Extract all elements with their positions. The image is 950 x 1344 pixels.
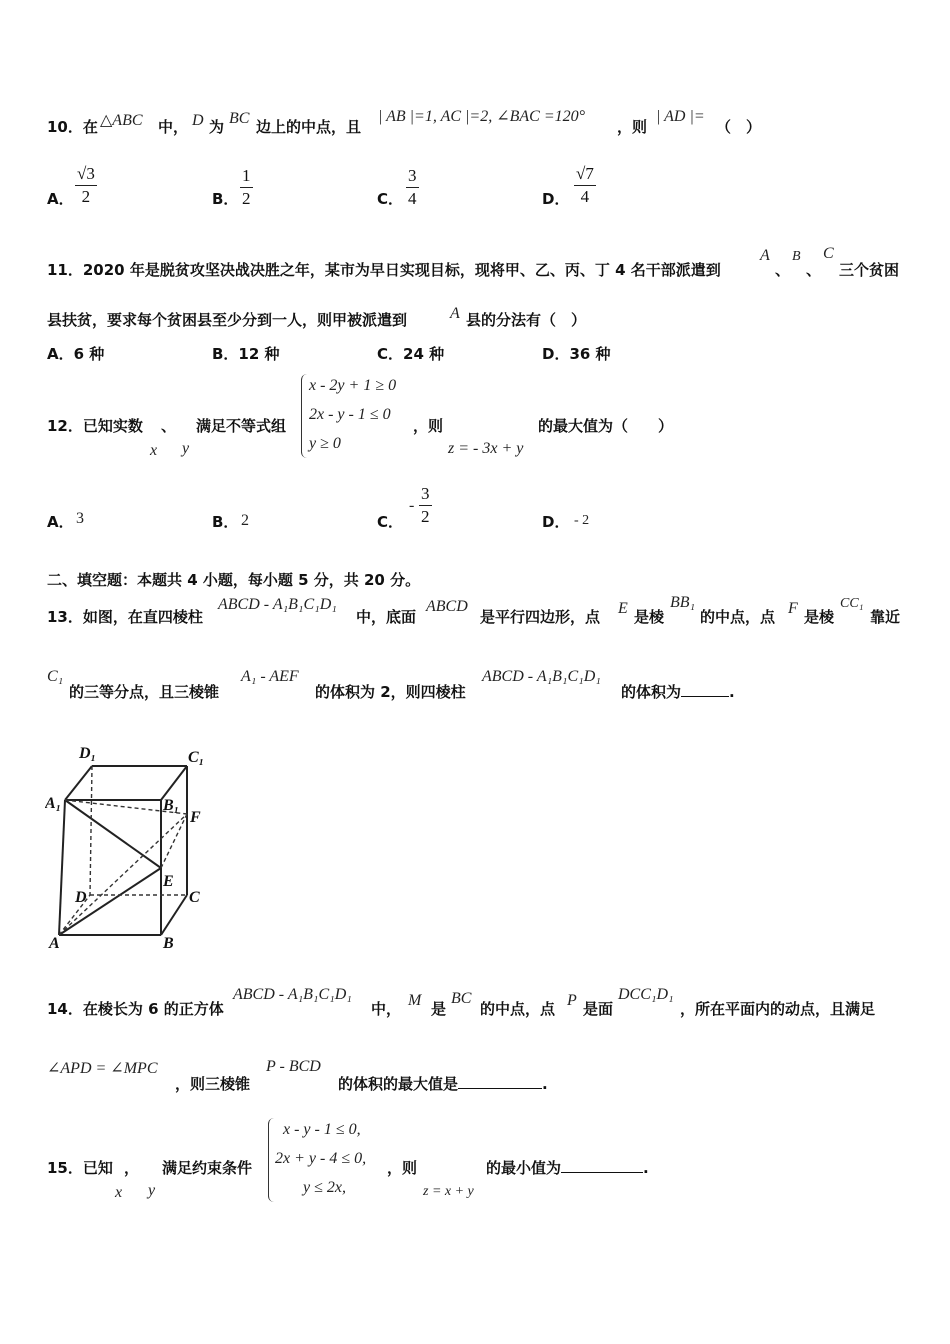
q12-option-c-value: 3 2 [421, 484, 430, 526]
q13-text-j: 的体积为 . [621, 683, 735, 701]
q11-tail: 三个贫困 [839, 261, 900, 279]
hidden-edge-ef [161, 814, 187, 868]
q11-option-a: A．6 种 [47, 345, 105, 363]
q14-face: DCC₁D₁ [618, 986, 674, 1003]
q10-option-b-label: B． [212, 190, 239, 208]
q11-option-b: B．12 种 [212, 345, 280, 363]
q12-ineq-1: x - 2y + 1 ≥ 0 [309, 377, 397, 394]
edge-bc [161, 895, 187, 935]
q14-angle-condition: ∠APD = ∠MPC [47, 1060, 158, 1077]
q12-objective: z = - 3x + y [448, 440, 524, 457]
q12-ineq-2: 2x - y - 1 ≤ 0 [309, 406, 391, 423]
label-e: E [163, 873, 174, 890]
q13-text-f: 是棱 [804, 608, 835, 626]
q11-sep1: 、 [775, 261, 791, 279]
q12-option-a-label: A． [47, 513, 74, 531]
edge-a1e [65, 800, 161, 868]
q15-text-b: 满足约束条件 [162, 1159, 253, 1177]
q13-edge-bb1: BB₁ [670, 594, 696, 611]
q15-comma: ， [124, 1159, 140, 1177]
q11-line1: 11．2020 年是脱贫攻坚决战决胜之年，某市为早日实现目标，现将甲、乙、丙、丁 4 名干部派遣到 [47, 261, 721, 279]
q10-option-d-label: D． [542, 190, 570, 208]
label-d1: D₁ [79, 745, 97, 762]
q14-text-g: ，则三棱锥 [175, 1075, 251, 1093]
q12-ineq-3: y ≥ 0 [309, 435, 341, 452]
q15-brace [268, 1118, 275, 1202]
label-c: C [189, 889, 200, 906]
q11-option-c: C．24 种 [377, 345, 445, 363]
q10-option-a-value: √3 2 [77, 164, 95, 206]
q15-answer-blank[interactable] [561, 1172, 643, 1173]
q14-answer-blank[interactable] [458, 1088, 542, 1089]
label-b: B [163, 935, 174, 952]
q10-ad: | AD |= [656, 108, 705, 125]
q14-cube: ABCD - A₁B₁C₁D₁ [233, 986, 352, 1003]
q10-condition: | AB |=1, AC |=2, ∠BAC =120° [378, 108, 586, 125]
q13-edge-cc1: CC₁ [840, 596, 864, 611]
q12-stem1: 12．已知实数 [47, 417, 143, 435]
q14-text-h: 的体积的最大值是 . [338, 1075, 548, 1093]
q13-answer-blank[interactable] [681, 696, 729, 697]
q14-point-m: M [408, 992, 422, 1009]
q13-text-c: 是平行四边形，点 [480, 608, 601, 626]
q10-segment-bc: BC [229, 110, 250, 127]
edge-b1c1 [161, 766, 187, 800]
q14-text-e: 是面 [583, 1000, 614, 1018]
q10-option-b-value: 1 2 [242, 166, 251, 208]
q13-prism: ABCD - A₁B₁C₁D₁ [218, 596, 337, 613]
q10-triangle: △ABC [100, 112, 143, 129]
q13-text-i: 的体积为 2，则四棱柱 [315, 683, 466, 701]
q15-text-c: 的最小值为 . [486, 1159, 649, 1177]
q13-text-g: 靠近 [870, 608, 901, 626]
q10-text4: ，则 [617, 118, 648, 136]
q11-county-b: B [792, 249, 801, 264]
label-b1: B₁ [163, 797, 180, 814]
q12-var-x: x [150, 442, 158, 459]
q12-then: ，则 [413, 417, 444, 435]
q13-prism2: ABCD - A₁B₁C₁D₁ [482, 668, 601, 685]
section2-heading: 二、填空题：本题共 4 小题，每小题 5 分，共 20 分。 [47, 571, 421, 589]
q14-text-f: ，所在平面内的动点，且满足 [680, 1000, 876, 1018]
q10-text3: 边上的中点，且 [256, 118, 362, 136]
q12-stem3: 的最大值为（ ） [538, 417, 674, 435]
q15-then: ，则 [387, 1159, 418, 1177]
q10-number: 10．在 [47, 118, 98, 136]
q10-option-c-value: 3 4 [408, 166, 417, 208]
q11-county-a: A [760, 247, 770, 264]
q12-option-d-value: - 2 [574, 513, 590, 528]
q10-option-d-value: √7 4 [576, 164, 594, 206]
q11-county-c: C [823, 245, 834, 262]
q15-objective: z = x + y [423, 1184, 474, 1199]
q13-text-a: 13．如图，在直四棱柱 [47, 608, 203, 626]
q12-brace [301, 374, 308, 458]
q15-var-x: x [115, 1184, 123, 1201]
q13-text-h: 的三等分点，且三棱锥 [69, 683, 220, 701]
q12-sep: 、 [161, 417, 177, 435]
label-d: D [75, 889, 87, 906]
q13-text-e: 的中点，点 [700, 608, 776, 626]
label-a: A [49, 935, 60, 952]
q15-text-a: 15．已知 [47, 1159, 113, 1177]
q10-paren: （ ） [716, 118, 762, 136]
q10-option-a-label: A． [47, 190, 74, 208]
q13-c1: C₁ [47, 668, 64, 685]
q15-var-y: y [148, 1182, 156, 1199]
q10-text1: 中， [158, 118, 189, 136]
q12-option-d-label: D． [542, 513, 570, 531]
q14-segment-bc: BC [451, 990, 472, 1007]
label-a1: A₁ [45, 795, 62, 812]
label-f: F [190, 809, 201, 826]
q12-stem2: 满足不等式组 [196, 417, 287, 435]
hidden-edge-dd1 [90, 766, 92, 895]
q11-option-d: D．36 种 [542, 345, 611, 363]
edge-d1a1 [65, 766, 92, 800]
q14-text-b: 中， [371, 1000, 402, 1018]
label-c1: C₁ [188, 749, 205, 766]
q11-line2a: 县扶贫，要求每个贫困县至少分到一人，则甲被派遣到 [47, 311, 408, 329]
q13-text-d: 是棱 [634, 608, 665, 626]
q15-ineq-3: y ≤ 2x, [303, 1179, 346, 1196]
q12-option-b-value: 2 [241, 512, 249, 529]
q13-base: ABCD [426, 598, 468, 615]
q12-option-a-value: 3 [76, 510, 84, 527]
q14-point-p: P [567, 992, 577, 1009]
q11-sep2: 、 [806, 261, 822, 279]
q12-option-b-label: B． [212, 513, 239, 531]
prism-figure [45, 738, 215, 953]
q13-point-e: E [618, 600, 628, 617]
q12-var-y: y [182, 440, 190, 457]
q13-text-b: 中，底面 [356, 608, 417, 626]
q11-line2b: 县的分法有（ ） [466, 311, 587, 329]
q11-county-a2: A [450, 305, 460, 322]
q10-option-c-label: C． [377, 190, 404, 208]
q10-point-d: D [192, 112, 204, 129]
q12-option-c-label: C． [377, 513, 404, 531]
q15-ineq-2: 2x + y - 4 ≤ 0, [275, 1150, 367, 1167]
q14-text-c: 是 [431, 1000, 447, 1018]
q14-text-a: 14．在棱长为 6 的正方体 [47, 1000, 224, 1018]
edge-aa1 [59, 800, 65, 935]
q13-pyramid: A₁ - AEF [241, 668, 299, 685]
q10-text2: 为 [209, 118, 225, 136]
q13-point-f: F [788, 600, 798, 617]
q14-text-d: 的中点，点 [480, 1000, 556, 1018]
q15-ineq-1: x - y - 1 ≤ 0, [283, 1121, 361, 1138]
q12-option-c-sign: - [409, 497, 415, 514]
q14-pyramid: P - BCD [266, 1058, 321, 1075]
